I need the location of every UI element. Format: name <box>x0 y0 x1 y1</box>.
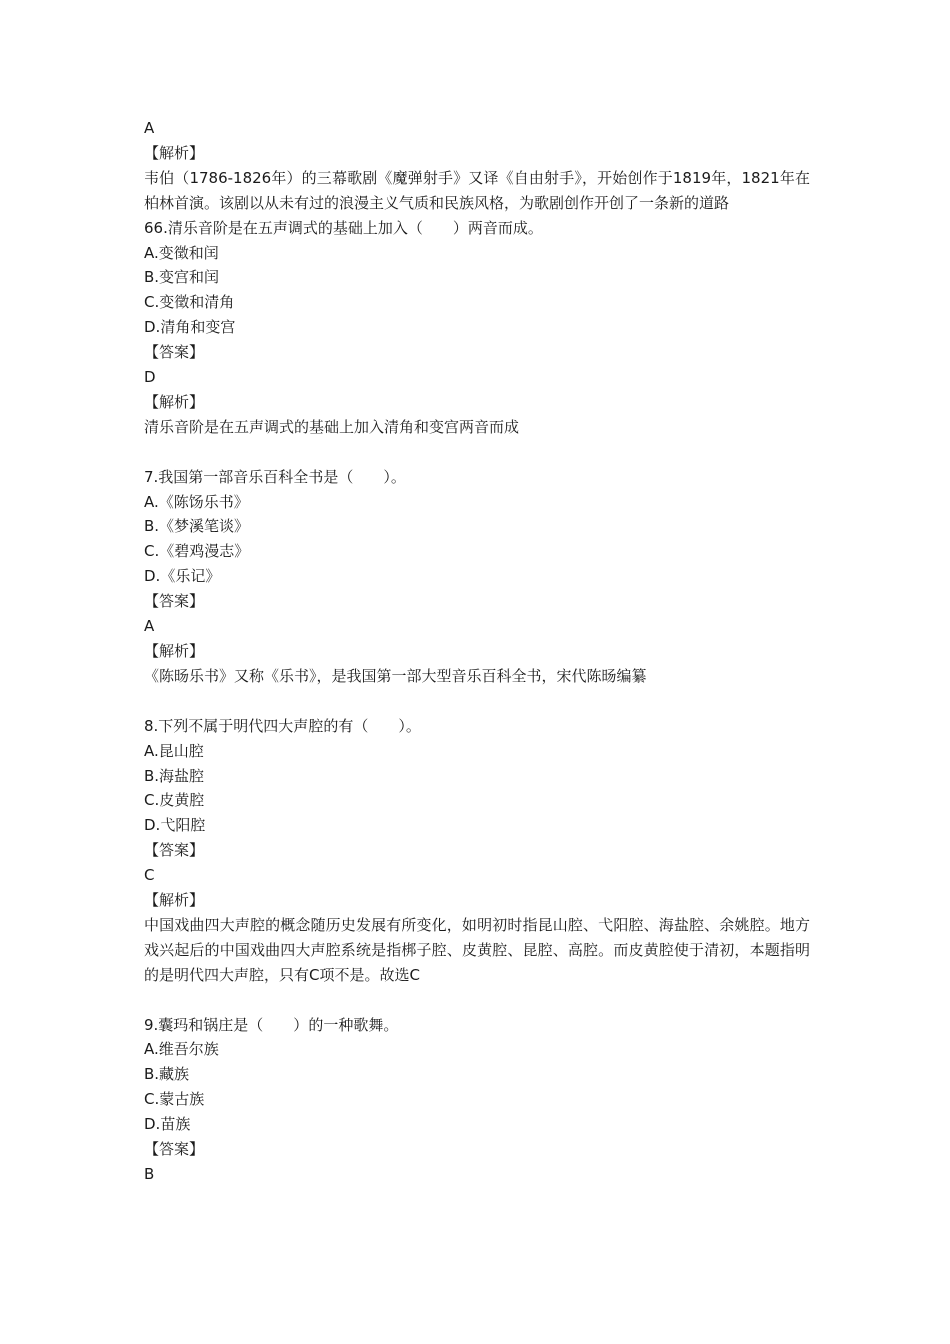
question-8-answer-label: 【答案】 <box>144 841 205 860</box>
question-7-option-d: D.《乐记》 <box>144 567 221 586</box>
question-8-option-b: B.海盐腔 <box>144 766 205 785</box>
question-7-analysis: 《陈旸乐书》又称《乐书》，是我国第一部大型音乐百科全书，宋代陈旸编纂 <box>144 666 647 685</box>
question-7-answer-label: 【答案】 <box>144 592 205 611</box>
prev-question-analysis: 韦伯（1786-1826年）的三幕歌剧《魔弹射手》又译《自由射手》，开始创作于1819年，1821年在柏林首演。该剧以从未有过的浪漫主义气质和民族风格，为歌剧创作开创了一条新的道路 <box>144 168 810 212</box>
question-8-option-a: A.昆山腔 <box>144 741 204 760</box>
question-7-analysis-label: 【解析】 <box>144 642 205 661</box>
question-8-text: 8.下列不属于明代四大声腔的有（ ）。 <box>144 716 421 735</box>
paragraph-gap <box>144 440 810 465</box>
question-66-analysis-label: 【解析】 <box>144 392 205 411</box>
question-8-option-d: D.弋阳腔 <box>144 816 206 835</box>
question-9-option-b: B.藏族 <box>144 1065 190 1084</box>
question-9-answer-label: 【答案】 <box>144 1140 205 1159</box>
question-7-text: 7.我国第一部音乐百科全书是（ ）。 <box>144 467 406 486</box>
question-66-answer-label: 【答案】 <box>144 343 205 362</box>
question-66-option-d: D.清角和变宫 <box>144 318 236 337</box>
question-9-option-a: A.维吾尔族 <box>144 1040 219 1059</box>
question-7-option-a: A.《陈饧乐书》 <box>144 492 249 511</box>
question-66-option-a: A.变徵和闰 <box>144 243 219 262</box>
question-8-answer: C <box>144 866 155 885</box>
question-66-text: 66.清乐音阶是在五声调式的基础上加入（ ）两音而成。 <box>144 218 543 237</box>
question-66-analysis: 清乐音阶是在五声调式的基础上加入清角和变宫两音而成 <box>144 417 520 436</box>
question-66-option-b: B.变宫和闰 <box>144 268 220 287</box>
paragraph-gap <box>144 689 810 714</box>
document-page <box>144 116 810 1187</box>
question-8-analysis: 中国戏曲四大声腔的概念随历史发展有所变化，如明初时指昆山腔、弋阳腔、海盐腔、余姚腔。地方戏兴起后的中国戏曲四大声腔系统是指梆子腔、皮黄腔、昆腔、高腔。而皮黄腔使于清初，本题指明的是明代四大声腔，只有C项不是。故选C <box>144 915 810 984</box>
question-7-answer: A <box>144 617 155 636</box>
question-9-option-c: C.蒙古族 <box>144 1090 205 1109</box>
paragraph-gap <box>144 988 810 1013</box>
prev-question-analysis-label: 【解析】 <box>144 143 205 162</box>
question-8-analysis-label: 【解析】 <box>144 891 205 910</box>
question-7-option-c: C.《碧鸡漫志》 <box>144 542 250 561</box>
prev-question-answer: A <box>144 119 155 137</box>
question-66-answer: D <box>144 368 156 387</box>
question-9-option-d: D.苗族 <box>144 1115 191 1134</box>
question-9-text: 9.囊玛和锅庄是（ ）的一种歌舞。 <box>144 1015 399 1034</box>
question-66-option-c: C.变徵和清角 <box>144 293 235 312</box>
question-8-option-c: C.皮黄腔 <box>144 791 205 810</box>
question-9-answer: B <box>144 1165 155 1184</box>
question-7-option-b: B.《梦溪笔谈》 <box>144 517 250 536</box>
